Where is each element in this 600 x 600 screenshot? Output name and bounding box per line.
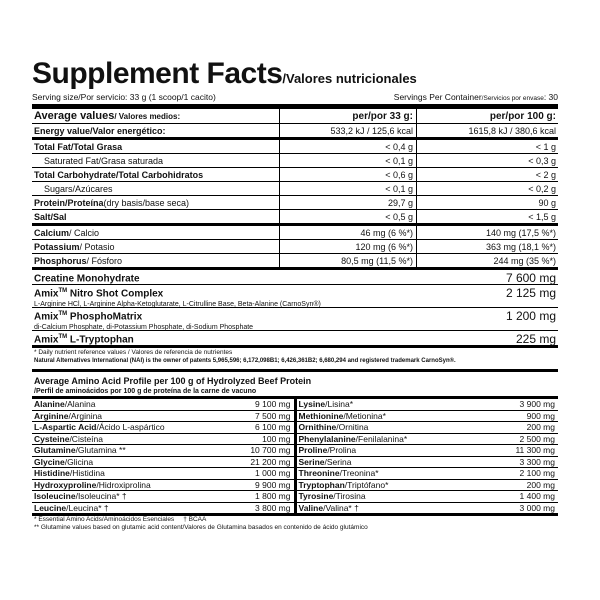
amino-row	[297, 457, 559, 469]
amino-row	[297, 480, 559, 492]
nutrients-value-serving: < 0,6 g	[279, 168, 416, 181]
nutrients-row	[32, 124, 558, 140]
serving-info	[32, 92, 558, 109]
minerals-label: Potassium / Potasio	[34, 241, 115, 252]
minerals-value-100g: 244 mg (35 %*)	[416, 254, 558, 267]
minerals-value-serving: 80,5 mg (11,5 %*)	[279, 254, 416, 267]
nutrients-value-serving: 533,2 kJ / 125,6 kcal	[279, 124, 416, 137]
amino-acid-name: Phenylalanine/Fenilalanina*	[298, 433, 408, 444]
amino-acid-amount: 2 500 mg	[519, 433, 555, 444]
amino-note-essential: * Essential Amino Acids/Aminoácidos Esenciales † BCAA	[34, 516, 207, 523]
amino-row	[297, 422, 559, 434]
amino-row	[32, 491, 294, 503]
minerals-label: Calcium / Calcio	[34, 227, 100, 238]
nutrients-label: Saturated Fat/Grasa saturada	[44, 155, 164, 166]
amino-row	[297, 503, 559, 514]
amino-acid-name: Tyrosine/Tirosina	[298, 491, 366, 501]
amino-acid-name: Histidine/Histidina	[34, 468, 105, 478]
column-header-row	[32, 109, 558, 124]
amino-row	[297, 491, 559, 503]
amino-row	[32, 503, 294, 514]
nutrients-value-100g: < 0,3 g	[416, 154, 558, 167]
product-row	[32, 331, 558, 348]
amino-acid-amount: 1 800 mg	[255, 491, 291, 501]
mineral-section	[32, 226, 558, 270]
nutrients-row	[32, 210, 558, 226]
amino-row	[32, 434, 294, 446]
amino-row	[297, 434, 559, 446]
nutrients-value-100g: < 0,2 g	[416, 182, 558, 195]
amino-acid-amount: 900 mg	[526, 410, 555, 421]
minerals-row	[32, 240, 558, 254]
nutrients-label: Sugars/Azúcares	[44, 183, 113, 194]
product-row	[32, 270, 558, 285]
title-main: Supplement Facts	[32, 57, 283, 90]
minerals-value-100g: 140 mg (17,5 %*)	[416, 226, 558, 239]
servings-per-container: Servings Per Container/Servicios por envase: 30	[393, 92, 558, 102]
amino-acid-amount: 11 300 mg	[515, 445, 555, 455]
amino-acid-amount: 6 100 mg	[255, 422, 291, 432]
title-sub: /Valores nutricionales	[282, 71, 417, 86]
amino-column-right	[297, 399, 559, 513]
nutrients-value-serving: < 0,1 g	[279, 182, 416, 195]
product-row	[32, 308, 558, 331]
amino-row	[32, 422, 294, 434]
amino-acid-amount: 2 100 mg	[519, 468, 555, 478]
nutrients-label: Salt/Sal	[34, 211, 67, 222]
nutrients-row	[32, 154, 558, 168]
product-name: Amix™ PhosphoMatrix	[34, 311, 143, 323]
amino-acid-amount: 1 000 mg	[255, 468, 291, 478]
amino-acid-name: Lysine/Lisina*	[298, 399, 354, 409]
amino-acid-name: Leucine/Leucina* †	[34, 502, 109, 513]
nutrients-value-100g: < 2 g	[416, 168, 558, 181]
minerals-label: Phosphorus / Fósforo	[34, 255, 123, 266]
average-values-label: Average values / Valores medios:	[34, 110, 181, 122]
serving-size: Serving size/Por servicio: 33 g (1 scoop/1 cacito)	[32, 92, 216, 102]
amino-acid-amount: 3 300 mg	[519, 456, 555, 467]
minerals-row	[32, 226, 558, 240]
amino-acid-name: Isoleucine/Isoleucina* †	[34, 491, 127, 501]
amino-acid-amount: 10 700 mg	[250, 445, 291, 455]
amino-acid-name: Proline/Prolina	[298, 445, 357, 455]
nutrients-value-serving: < 0,4 g	[279, 140, 416, 153]
product-amount: 2 125 mg	[505, 286, 556, 300]
amino-note-glutamine: ** Glutamine values based on glutamic acid content/Valores de Glutamina basados en contenido de ácido glutámico	[34, 524, 368, 531]
product-name: Amix™ Nitro Shot Complex	[34, 288, 164, 300]
product-row	[32, 285, 558, 308]
amino-row	[32, 411, 294, 423]
nutrients-value-100g: < 1 g	[416, 140, 558, 153]
amino-row	[297, 411, 559, 423]
product-section	[32, 270, 558, 348]
minerals-row	[32, 254, 558, 270]
nutrient-section	[32, 124, 558, 226]
amino-profile-title: Average Amino Acid Profile per 100 g of Hydrolyzed Beef Protein	[34, 376, 312, 386]
amino-acid-amount: 1 400 mg	[519, 491, 555, 501]
amino-acid-amount: 3 800 mg	[255, 502, 291, 513]
nutrients-row	[32, 140, 558, 154]
amino-acid-name: Tryptophan/Triptófano*	[298, 479, 389, 490]
product-description: L-Arginine HCl, L-Arginine Alpha-Ketoglutarate, L-Citrulline Base, Beta-Alanine (CarnoSyn®)	[34, 301, 321, 309]
nutrients-label: Total Carbohydrate/Total Carbohidratos	[34, 169, 204, 180]
amino-row	[32, 480, 294, 492]
nutrients-label: Energy value/Valor energético:	[34, 125, 166, 136]
amino-acid-amount: 9 900 mg	[255, 479, 291, 490]
title-row	[32, 56, 558, 92]
nutrients-value-serving: < 0,5 g	[279, 210, 416, 223]
minerals-value-serving: 120 mg (6 %*)	[279, 240, 416, 253]
nutrients-label: Total Fat/Total Grasa	[34, 141, 123, 152]
nutrients-value-100g: 1615,8 kJ / 380,6 kcal	[416, 124, 558, 137]
minerals-value-100g: 363 mg (18,1 %*)	[416, 240, 558, 253]
nutrients-value-100g: 90 g	[416, 196, 558, 209]
amino-acid-name: Glycine/Glicina	[34, 456, 94, 467]
product-amount: 225 mg	[515, 332, 556, 346]
amino-row	[297, 468, 559, 480]
amino-acid-name: Arginine/Arginina	[34, 410, 103, 421]
product-name: Amix™ L-Tryptophan	[34, 334, 134, 346]
footnote-patents: Natural Alternatives International (NAI) is the owner of patents 5,965,596; 6,172,098B1; 6,426,361B2; 6,680,294 and registered trademark CarnoSyn®.	[32, 357, 558, 372]
amino-acid-name: Valine/Valina* †	[298, 502, 359, 513]
amino-row	[297, 445, 559, 457]
amino-acid-name: Alanine/Alanina	[34, 399, 96, 409]
nutrients-row	[32, 182, 558, 196]
supplement-facts-panel	[32, 56, 558, 532]
amino-acid-name: Threonine/Treonina*	[298, 468, 379, 478]
amino-acid-name: Ornithine/Ornitina	[298, 422, 369, 432]
nutrients-value-serving: 29,7 g	[279, 196, 416, 209]
amino-acid-amount: 3 900 mg	[519, 399, 555, 409]
nutrients-label: Protein/Proteína (dry basis/base seca)	[34, 197, 190, 208]
col-per-100g: per/por 100 g:	[416, 109, 558, 123]
amino-profile-subtitle: /Perfil de aminoácidos por 100 g de proteína de la carne de vacuno	[32, 387, 558, 399]
amino-acid-name: L-Aspartic Acid/Ácido L-aspártico	[34, 422, 165, 432]
amino-row	[32, 445, 294, 457]
minerals-value-serving: 46 mg (6 %*)	[279, 226, 416, 239]
product-amount: 7 600 mg	[505, 271, 556, 285]
amino-acid-amount: 200 mg	[526, 479, 555, 490]
amino-acid-name: Methionine/Metionina*	[298, 410, 386, 421]
amino-acid-amount: 9 100 mg	[255, 399, 291, 409]
amino-acid-name: Glutamine/Glutamina **	[34, 445, 126, 455]
amino-row	[32, 457, 294, 469]
amino-acid-amount: 3 000 mg	[519, 502, 555, 513]
amino-acid-amount: 21 200 mg	[250, 456, 291, 467]
amino-acid-name: Hydroxyproline/Hidroxiprolina	[34, 479, 151, 490]
footnote-reference-values: * Daily nutrient reference values / Valores de referencia de nutrientes	[34, 349, 233, 356]
nutrients-row	[32, 168, 558, 182]
amino-acid-amount: 7 500 mg	[255, 410, 291, 421]
amino-acid-name: Cysteine/Cisteína	[34, 433, 103, 444]
product-amount: 1 200 mg	[505, 309, 556, 323]
nutrients-value-serving: < 0,1 g	[279, 154, 416, 167]
col-per-serving: per/por 33 g:	[279, 109, 416, 123]
amino-row	[32, 399, 294, 411]
product-name: Creatine Monohydrate	[34, 273, 140, 285]
nutrients-row	[32, 196, 558, 210]
amino-row	[297, 399, 559, 411]
product-description: di-Calcium Phosphate, di-Potassium Phosphate, di-Sodium Phosphate	[34, 324, 254, 332]
nutrients-value-100g: < 1,5 g	[416, 210, 558, 223]
amino-column-left	[32, 399, 297, 513]
amino-acid-amount: 200 mg	[526, 422, 555, 432]
amino-acid-name: Serine/Serina	[298, 456, 352, 467]
amino-acid-table	[32, 399, 558, 516]
amino-row	[32, 468, 294, 480]
amino-acid-amount: 100 mg	[262, 433, 291, 444]
